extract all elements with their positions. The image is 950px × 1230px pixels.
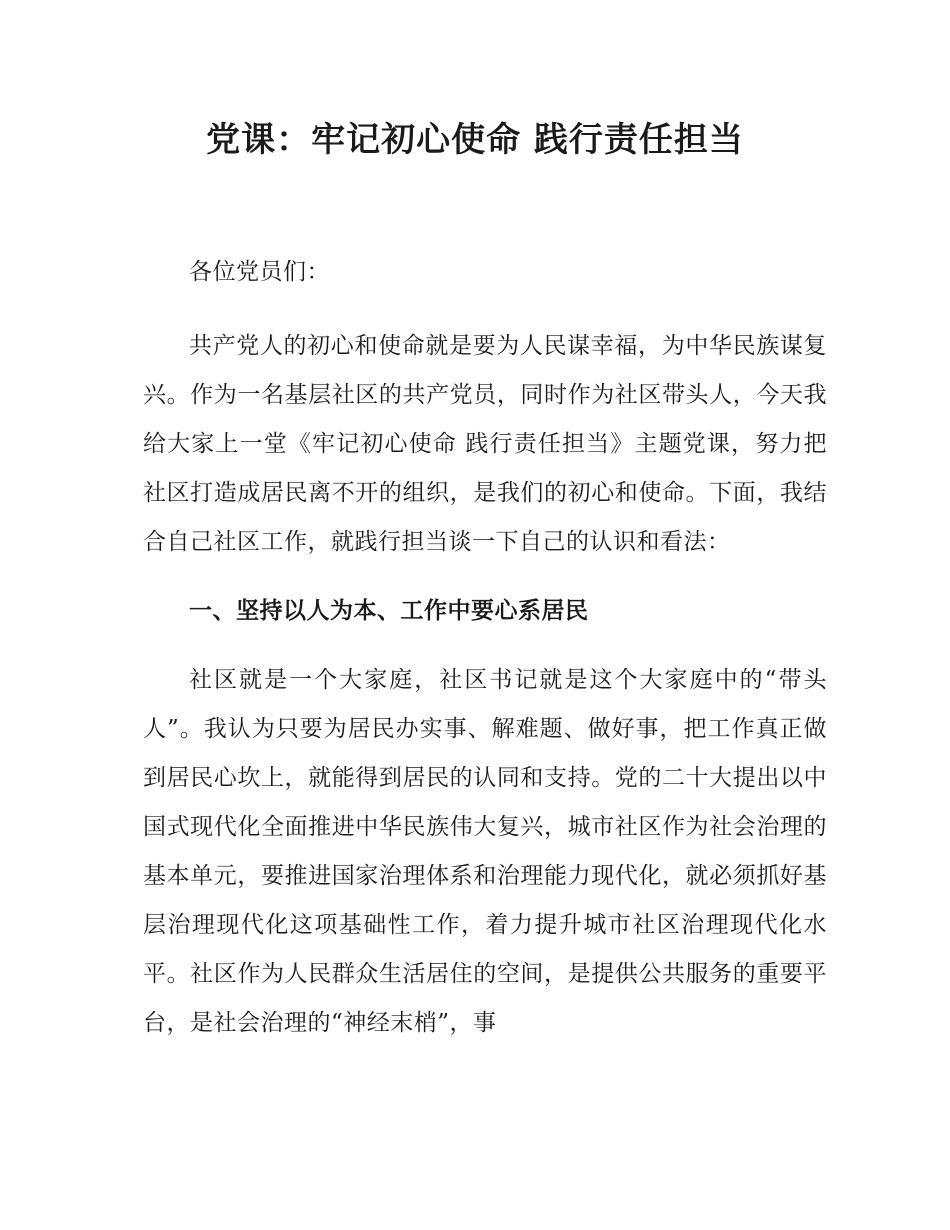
section-paragraph: 社区就是一个大家庭，社区书记就是这个大家庭中的“带头人”。我认为只要为居民办实事、解难题、做好事，把工作真正做到居民心坎上，就能得到居民的认同和支持。党的二十大提出以中国式现代化全面推进中华民族伟大复兴，城市社区作为社会治理的基本单元，要推进国家治理体系和治理能力现代化，就必须抓好基层治理现代化这项基础性工作，着力提升城市社区治理现代化水平。社区作为人民群众生活居住的空间，是提供公共服务的重要平台，是社会治理的“神经末梢”，事: [143, 667, 827, 1036]
section-heading: 一、坚持以人为本、工作中要心系居民: [189, 598, 589, 624]
document-body: [143, 248, 827, 1048]
intro-paragraph: 共产党人的初心和使命就是要为人民谋幸福，为中华民族谋复兴。作为一名基层社区的共产党员，同时作为社区带头人，今天我给大家上一堂《牢记初心使命 践行责任担当》主题党课，努力把社区打造成居民离不开的组织，是我们的初心和使命。下面，我结合自己社区工作，就践行担当谈一下自己的认识和看法：: [143, 333, 827, 555]
document-title: 党课：牢记初心使命 践行责任担当: [206, 120, 744, 160]
salutation: 各位党员们：: [189, 259, 330, 285]
